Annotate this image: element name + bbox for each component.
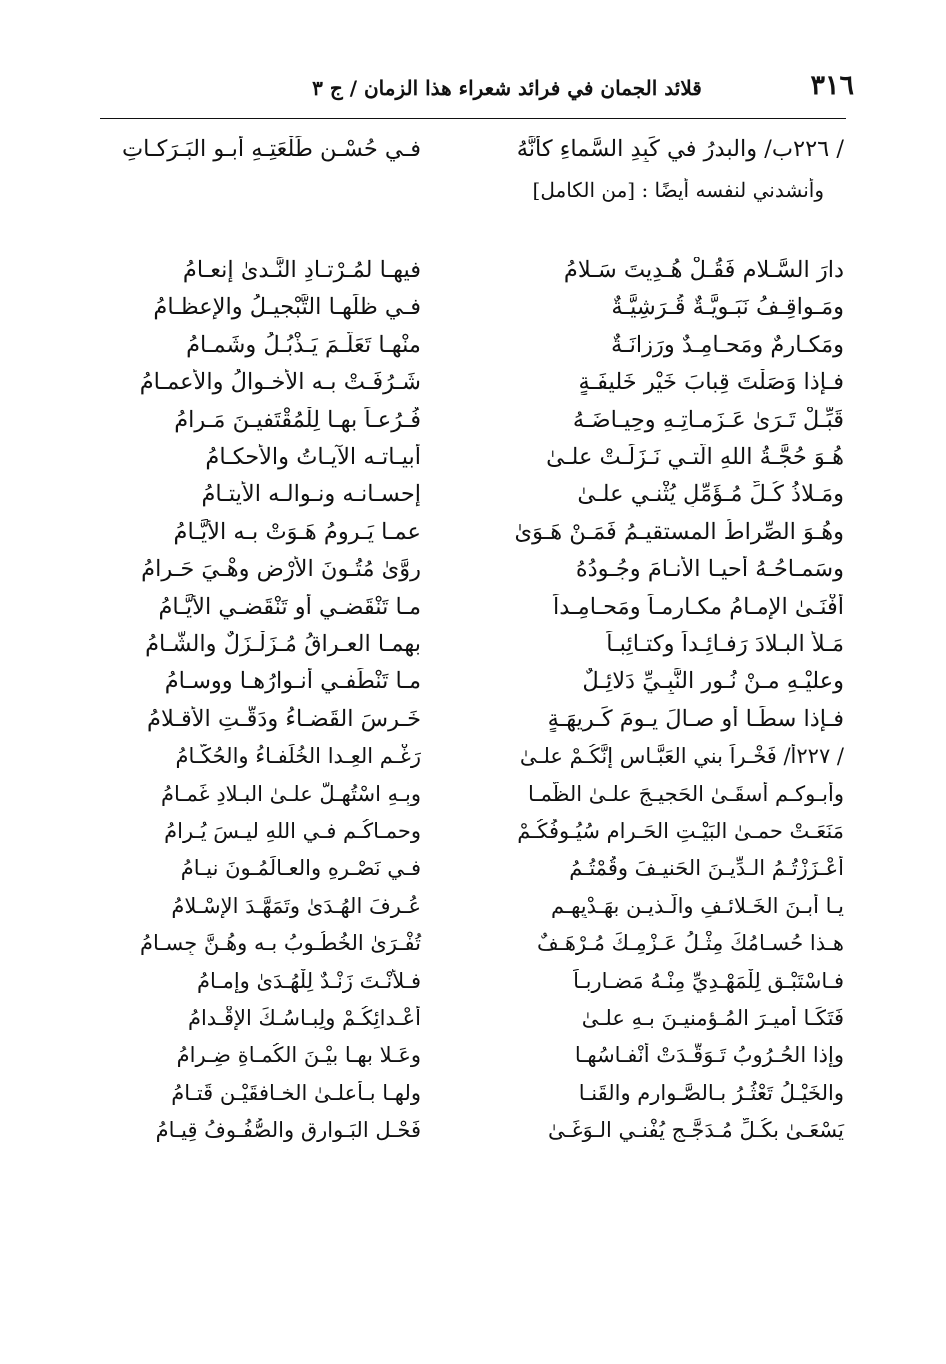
verse-first-hemistich: أعْـزَزْتُـمُ الـدِّيـنَ الحَنيـفَ وقُمْتُـمُ [569,856,844,881]
verse-first-hemistich: هُـوَ حُجَّـةُ اللهِ الّتـي نَـزَلَـتْ علـىٰ [546,444,844,471]
verse-row [96,1111,850,1148]
verse-first-hemistich: وهُـوَ الصِّراطُ المستقيـمُ فَمَـنْ هَـوَىٰ [514,518,844,545]
verse-second-hemistich: فَحْـلِ البَـوارِقِ والصُّفُـوفُ قِيـامُ [155,1118,421,1143]
verse-first-hemistich: يَسْعَـىٰ بكُـلِّ مُـدَجَّـجٍ يُفْنـي الـوَغَـىٰ [547,1118,844,1143]
verse-second-hemistich: فـي نَصْـرِهِ والعـالَمُـونَ نيـامُ [180,856,421,881]
running-header: قلائد الجمان في فرائد شعراء هذا الزمان / ج ٣ [312,76,702,100]
verse-first-hemistich: والخَيْـلُ تَعْثُـرُ بـالصَّـوارِمِ والقَنـا [578,1080,844,1105]
verse-first-hemistich: وعليْـهِ مـنْ نُـورِ النَّبِـيِّ دَلائِـلٌ [582,668,844,695]
verse-second-hemistich: خَـرِسَ القَضـاءُ ودَقَّـتِ الأقـلامُ [147,705,421,732]
verse-second-hemistich: وعَـلا بهـا بيْـنَ الكُمـاةِ ضِـرامُ [176,1043,421,1068]
verse-second-hemistich: شَـرُفَـتْ بـه الأخـوالُ والأعمـامُ [139,369,421,396]
poem-intro: وأنشدني لنفسه أيضًا : [من الكامل] [532,178,824,203]
verse-second-hemistich: روَّىٰ مُتُـونَ الأرْضِ وهْـيَ حَـرامُ [141,556,421,583]
verse-second-hemistich: أبيـاتـه الآيـاتُ والأحكـامُ [205,444,421,471]
verse-row [96,326,850,363]
verse-first-hemistich: دارَ السَّـلامِ فَقُـلْ هُـدِيتَ سَـلامُ [563,257,844,284]
verse-second-hemistich: عمـا يَـرومُ هَـوَتْ بـه الأيَّـامُ [173,518,421,545]
verse-row [96,364,850,401]
verse-first-hemistich: وإذا الحُـرُوبُ تَـوَقَّـدَتْ أنْفـاسُهـا [574,1043,844,1068]
verse-first-hemistich: فـإذا وَصَلْتَ قِبابَ خَيْرِ خَليفَـةٍ [578,369,844,396]
verse-second-hemistich: عُـرِفَ الهُـدَىٰ وتَمَهَّـدَ الإسْـلامُ [171,893,421,918]
verse-row [96,476,850,513]
verse-row [96,924,850,961]
verse-row [96,513,850,550]
verse-first-hemistich: فَتَكَـا أميـرَ المُـؤمنيـنَ بـهِ علـىٰ [581,1005,844,1030]
verse-row [96,737,850,774]
spacer [96,213,850,251]
verse-second-hemistich: رَغْـمِ العِـدا الخُلَفـاءُ والحُكَّـامُ [175,744,421,769]
verse-first-hemistich: فـإذا سطَـا أو صـالَ يـومَ كَـريهَـةٍ [547,705,844,732]
verse-second-hemistich: فـلأنْـتَ زَنْـدٌ لِلْهُـدَىٰ وإمـامُ [197,968,421,993]
verse-first-hemistich: فـاسْتَبْـقِ لِلْمَهْـدِيِّ مِنْـهُ مَضـارِبـاً [573,968,844,993]
verse-second-hemistich: منْهـا تَعَلَّـمَ يَـذْبُـلُ وشَمـامُ [186,331,421,358]
verse-row [96,663,850,700]
verse-row [96,251,850,288]
verse-first-hemistich: قَبِّـلْ تَـرَىٰ عَـزَمـاتِـهِ وحِيـاضَـهُ [572,406,844,433]
verse-first-hemistich: ومَكـارِمٌ ومَحـامِـدٌ ورَزانَـةٌ [611,331,844,358]
verse-second-hemistich: فـي حُسْـنِ طَلْعَتِـهِ أَبـو البَـرَكـاتِ [121,135,421,162]
verse-second-hemistich: بهمـا العـراقُ مُـزَلْـزَلٌ والشَّـامُ [145,630,421,657]
verse-first-hemistich: مَـلأَ البـلادَ رَفـائِـداً وكتـائِبـاً [606,630,844,657]
verse-second-hemistich: فيهـا لمُـرْتـادِ النَّـدىٰ إنعـامُ [182,257,421,284]
verse-row [96,812,850,849]
verse-row [96,999,850,1036]
verse-second-hemistich: ولهـا بـأعلـىٰ الخـافقَيْـنِ قَتـامُ [171,1080,421,1105]
page-number: ٣١٦ [810,70,854,101]
verse-row [96,551,850,588]
poem-body [96,130,850,1149]
verse-second-hemistich: وبِـهِ اسْتُهِـلَّ علـىٰ البـلادِ غَمـامُ [160,781,421,806]
verse-row [96,1037,850,1074]
verse-second-hemistich: تُفْـرَىٰ الخُطُـوبُ بـه وهُـنَّ جِسـامُ [139,931,421,956]
verse-row [96,775,850,812]
verse-row [96,1074,850,1111]
verse-second-hemistich: فُـرُعـاً بهـا لِلْمُقْتَفيـنَ مَـرامُ [174,406,421,433]
verse-second-hemistich: مـا تَنْطَفـي أنـوارُهـا ووِسـامُ [164,668,421,695]
header-rule [100,118,846,119]
verse-row [96,700,850,737]
verse-first-hemistich: أفْنَـىٰ الإمـامُ مكـارِمـاً ومَحـامِـداً [553,593,844,620]
verse-row [96,850,850,887]
verse-row [96,625,850,662]
verse-first-hemistich: هـذا حُسـامُكَ مِثْـلُ عَـزْمِـكَ مُـرْهَـفٌ [537,931,844,956]
verse-first-hemistich: يـا أبـنَ الخَـلائـفِ والَّـذيـن بهَـدْيِهِـم [550,893,844,918]
verse-row [96,438,850,475]
verse-row [96,401,850,438]
verse-first-hemistich: / ٢٢٦ب/ والبدرُ في كَبِدِ السَّماءِ كأنَّهُ [516,135,844,162]
verse-second-hemistich: أعْـدائِكُـمْ ولِبـاسُـكَ الإقْـدامُ [187,1005,421,1030]
verse-row [96,887,850,924]
verse-first-hemistich: ومَـلاذُ كُـلِّ مُـؤَمِّلٍ يُثْنـي علـىٰ [577,481,844,508]
verse-row [96,130,850,167]
verse-first-hemistich: / ٢٢٧أ/ فَخْـراً بني العَبَّـاسِ إنَّكُـمْ علـىٰ [519,744,844,769]
verse-row [96,962,850,999]
verse-row [96,588,850,625]
verse-second-hemistich: وحمـاكُـم فـي اللهِ ليـسَ يُـرامُ [164,818,421,843]
verse-second-hemistich: فـي ظلِّهـا التَّبْجيـلُ والإعظـامُ [153,294,421,321]
verse-first-hemistich: وسَمـاحُـهُ أحيـا الأنـامَ وجُـودُهُ [575,556,844,583]
verse-second-hemistich: مـا تَنْقَضـي أو تَنْقَضـي الأيَّـامُ [158,593,421,620]
verse-second-hemistich: إحسـانـه ونـوالـه الأيتـامُ [201,481,421,508]
verse-first-hemistich: ومَـواقِـفُ نَبَـويَّـةٌ قُـرَشِيَّـةٌ [611,294,844,321]
verse-first-hemistich: مَنَعَـتْ حمـىٰ البَيْـتِ الحَـرامِ سُيُـوفُكُـمْ [517,818,844,843]
verse-row [96,289,850,326]
verse-first-hemistich: وأبـوكـم أسقَـىٰ الحَجيـجَ علـىٰ الظَّمـا [527,781,844,806]
poem-intro-row [96,167,850,213]
